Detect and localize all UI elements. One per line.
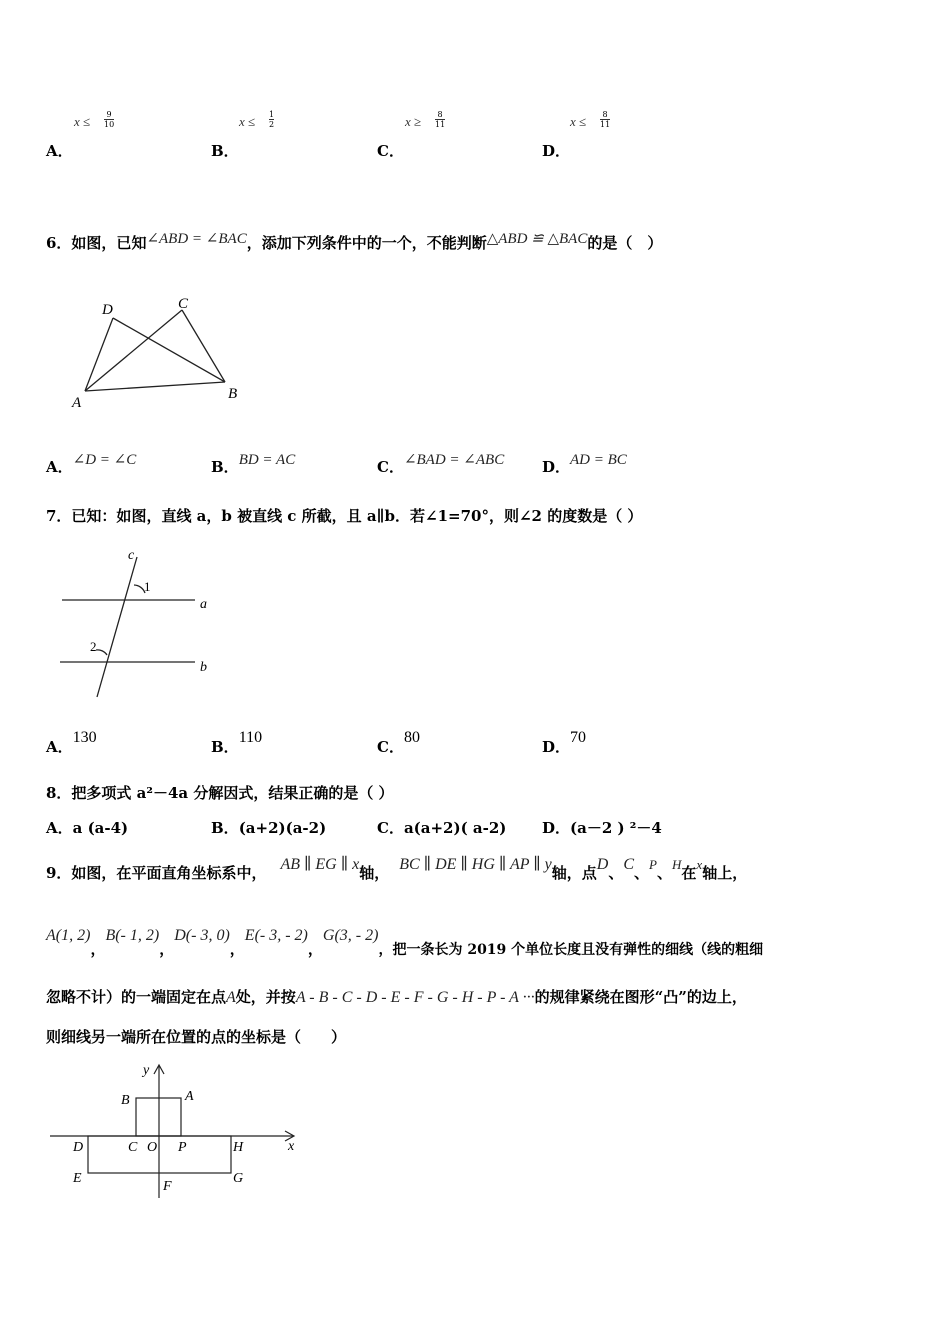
q9-line-1 xyxy=(46,856,748,883)
q5-d-num: 8 xyxy=(602,110,608,119)
q9-point-c: C xyxy=(623,856,635,873)
q6-c-label: C． xyxy=(377,458,404,476)
q9-label-f: F xyxy=(163,1179,172,1194)
q8-b-text: (a+2)(a-2) xyxy=(238,819,327,837)
q9-line-2-text: ，把一条长为 2019 个单位长度且没有弹性的细线（线的粗细 xyxy=(378,942,764,958)
q6-b-text: BD = AC xyxy=(238,452,296,468)
q5-a-den: 10 xyxy=(104,120,115,129)
q9-separator: 、 xyxy=(608,864,624,882)
q9-label-g: G xyxy=(233,1171,244,1186)
q7-option-c[interactable] xyxy=(377,726,420,756)
q6-a-label: A． xyxy=(46,458,73,476)
q9-line-4: 则细线另一端所在位置的点的坐标是（ ） xyxy=(46,1028,347,1046)
q5-c-den: 11 xyxy=(435,120,446,129)
q8-b-label: B． xyxy=(211,819,239,837)
q9-line-2 xyxy=(46,924,764,958)
q8-d-label: D． xyxy=(542,819,571,837)
q5-a-lhs: x ≤ xyxy=(74,114,91,129)
q9-coord-b: B(- 1, 2) xyxy=(105,927,160,944)
q6-condition: ∠ABD = ∠BAC xyxy=(146,231,247,247)
q5-a-num: 9 xyxy=(106,110,112,119)
q9-comma: ， xyxy=(229,940,245,958)
q6-segment-ac xyxy=(85,310,182,391)
q9-comma: ， xyxy=(307,940,323,958)
q8-a-label: A． xyxy=(46,819,73,837)
q6-conclusion: △ABD ≌ △BAC xyxy=(486,231,588,247)
q9-comma: ， xyxy=(90,940,106,958)
q5-b-num: 1 xyxy=(269,110,275,119)
q9-label-e: E xyxy=(73,1171,82,1186)
q9-coord-a: A(1, 2) xyxy=(46,927,91,944)
q9-label-a: A xyxy=(185,1089,194,1104)
q6-d-label: D． xyxy=(542,458,571,476)
q7-line-c xyxy=(97,557,137,697)
q9-label-p: P xyxy=(178,1140,187,1155)
q9-point-p: P xyxy=(649,857,657,872)
q8-stem: 8．把多项式 a²－4a 分解因式，结果正确的是（ ） xyxy=(46,784,394,802)
q9-comma: ， xyxy=(159,940,175,958)
q8-c-label: C． xyxy=(377,819,404,837)
q6-label-a: A xyxy=(72,395,82,411)
q6-suffix: 的是（ ） xyxy=(587,234,663,252)
q7-angle-2-arc xyxy=(96,650,107,655)
q9-label-y: y xyxy=(143,1063,150,1078)
q5-c-num: 8 xyxy=(437,110,443,119)
q8-option-d[interactable] xyxy=(542,817,662,838)
q6-option-a[interactable] xyxy=(46,448,137,476)
q8-option-c[interactable] xyxy=(377,817,506,838)
q8-a-text: a (a-4) xyxy=(72,819,129,837)
q9-at: 在 xyxy=(681,864,697,882)
q5-c-lhs: x ≥ xyxy=(405,114,422,129)
q7-option-d[interactable] xyxy=(542,726,587,756)
q7-b-label: B． xyxy=(211,738,239,756)
q6-option-d[interactable] xyxy=(542,448,627,476)
q9-label-b: B xyxy=(121,1093,130,1108)
q9-figure xyxy=(45,1058,310,1206)
q9-separator: 、 xyxy=(634,864,650,882)
q7-a-text: 130 xyxy=(72,729,97,746)
q9-parallel-y: BC ∥ DE ∥ HG ∥ AP ∥ y xyxy=(399,856,552,873)
q6-option-b[interactable] xyxy=(211,448,296,476)
q9-line-3-mid: 处，并按 xyxy=(235,988,296,1006)
q8-option-b[interactable] xyxy=(211,817,326,838)
q7-label-c: c xyxy=(128,548,135,563)
q6-segment-cb xyxy=(182,310,225,382)
q9-label-x: x xyxy=(288,1139,295,1154)
q9-label-c: C xyxy=(128,1140,138,1155)
q9-point-d: D xyxy=(596,856,609,873)
q9-coord-e: E(- 3, - 2) xyxy=(244,927,308,944)
q8-d-text: (a－2 ) ²－4 xyxy=(570,819,662,837)
q6-prefix: 6．如图，已知 xyxy=(46,234,147,252)
q7-option-a[interactable] xyxy=(46,726,97,756)
q9-line-3-prefix: 忽略不计）的一端固定在点 xyxy=(46,988,227,1006)
q9-parallel-x: AB ∥ EG ∥ x xyxy=(280,856,360,873)
q8-option-a[interactable] xyxy=(46,817,128,838)
q6-stem xyxy=(46,232,662,253)
q7-c-label: C． xyxy=(377,738,404,756)
q8-c-text: a(a+2)( a-2) xyxy=(403,819,507,837)
q6-label-b: B xyxy=(228,386,238,402)
q5-d-label: D． xyxy=(542,142,571,160)
q7-label-angle-2: 2 xyxy=(90,639,97,654)
q6-label-c: C xyxy=(178,296,189,312)
q9-label-o: O xyxy=(147,1140,158,1155)
q6-segment-db xyxy=(113,318,225,382)
q7-figure xyxy=(55,545,225,705)
q9-line-3 xyxy=(46,986,747,1007)
q6-segment-ab xyxy=(85,382,225,391)
q5-b-fraction xyxy=(269,110,274,129)
q9-on-axis: 轴上， xyxy=(702,864,748,882)
q5-c-label: C． xyxy=(377,142,404,160)
q5-b-den: 2 xyxy=(269,120,275,129)
q9-label-d: D xyxy=(73,1140,84,1155)
q7-label-a: a xyxy=(200,597,207,612)
q6-a-text: ∠D = ∠C xyxy=(72,452,137,468)
q9-point-h: H xyxy=(672,857,682,872)
q6-d-text: AD = BC xyxy=(570,452,627,468)
q9-separator: 、 xyxy=(656,864,672,882)
q9-path: A - B - C - D - E - F - G - H - P - A ··· xyxy=(295,989,535,1006)
q9-prefix: 9．如图，在平面直角坐标系中， xyxy=(46,864,267,882)
q6-c-text: ∠BAD = ∠ABC xyxy=(403,452,505,468)
q7-b-text: 110 xyxy=(238,729,263,746)
q9-line-3-a: A xyxy=(226,989,236,1006)
q7-c-text: 80 xyxy=(403,729,420,746)
q5-a-fraction xyxy=(104,110,114,129)
q7-label-b: b xyxy=(200,660,207,675)
q9-coord-g: G(3, - 2) xyxy=(322,927,379,944)
q6-figure xyxy=(60,290,260,420)
q5-d-fraction xyxy=(600,110,610,129)
q9-coord-d: D(- 3, 0) xyxy=(174,927,230,944)
q5-d-den: 11 xyxy=(600,120,611,129)
q6-mid: ，添加下列条件中的一个，不能判断 xyxy=(246,234,487,252)
q6-b-label: B． xyxy=(211,458,239,476)
q9-axis-1: 轴， xyxy=(359,864,390,882)
q9-axis-2: 轴，点 xyxy=(551,864,597,882)
q5-d-lhs: x ≤ xyxy=(570,114,587,129)
q7-d-label: D． xyxy=(542,738,571,756)
q7-d-text: 70 xyxy=(570,729,587,746)
q9-line-3-suffix: 的规律紧绕在图形“凸”的边上， xyxy=(534,988,747,1006)
q7-a-label: A． xyxy=(46,738,73,756)
q7-stem: 7．已知：如图，直线 a，b 被直线 c 所截，且 a∥b．若∠1=70°，则∠2 的度数是（ ） xyxy=(46,507,643,525)
q6-label-d: D xyxy=(102,302,113,318)
q6-option-c[interactable] xyxy=(377,448,505,476)
q5-b-lhs: x ≤ xyxy=(239,114,256,129)
q9-label-h: H xyxy=(233,1140,244,1155)
q7-label-angle-1: 1 xyxy=(144,579,151,594)
q7-option-b[interactable] xyxy=(211,726,263,756)
q9-x-axis: x xyxy=(696,857,703,872)
q5-a-label: A． xyxy=(46,142,73,160)
q5-b-label: B． xyxy=(211,142,239,160)
q5-c-fraction xyxy=(435,110,445,129)
